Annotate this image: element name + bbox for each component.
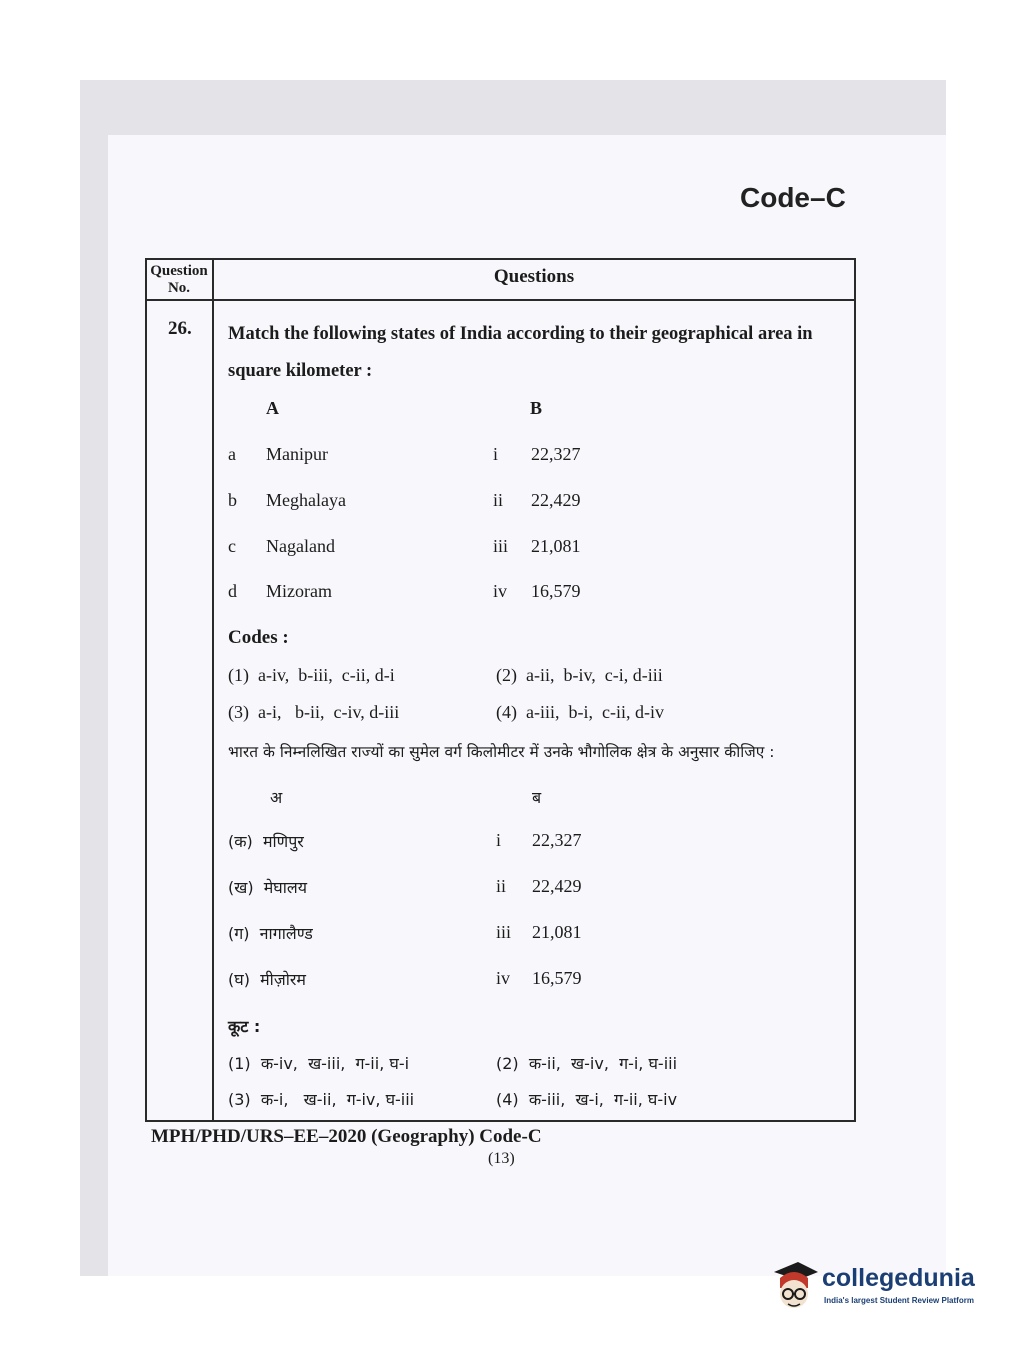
state-name: Mizoram (266, 581, 332, 601)
option-3-hindi: (3) क-i, ख-ii, ग-iv, घ-iii (228, 1090, 415, 1109)
state-name-hindi: (ग) नागालैण्ड (228, 924, 313, 943)
question-number: 26. (168, 318, 192, 339)
roman-numeral: ii (493, 490, 504, 510)
column-b-heading: B (530, 398, 543, 418)
roman-numeral: iv (496, 968, 511, 988)
option-4-hindi: (4) क-iii, ख-i, ग-ii, घ-iv (496, 1090, 678, 1109)
footer-paper-code: MPH/PHD/URS–EE–2020 (Geography) Code-C (151, 1126, 542, 1147)
option-2-hindi: (2) क-ii, ख-iv, ग-i, घ-iii (496, 1054, 678, 1073)
roman-numeral: i (493, 444, 499, 464)
area-value: 21,081 (532, 922, 582, 942)
state-name-hindi: (ख) मेघालय (228, 878, 308, 897)
item-key: c (228, 536, 236, 556)
area-value: 22,429 (531, 490, 581, 510)
logo-tagline: India's largest Student Review Platform (824, 1296, 974, 1305)
area-value: 21,081 (531, 536, 581, 556)
area-value: 22,327 (531, 444, 581, 464)
column-a-heading: A (266, 398, 279, 418)
option-1: (1) a-iv, b-iii, c-ii, d-i (228, 665, 395, 685)
mascot-icon (768, 1258, 820, 1314)
roman-numeral: ii (496, 876, 507, 896)
page-number: (13) (488, 1150, 515, 1167)
roman-numeral: iii (493, 536, 509, 556)
state-name: Meghalaya (266, 490, 346, 510)
code-label: Code–C (740, 182, 846, 213)
questions-header: Questions (493, 266, 575, 287)
option-1-hindi: (1) क-iv, ख-iii, ग-ii, घ-i (228, 1054, 410, 1073)
option-3: (3) a-i, b-ii, c-iv, d-iii (228, 702, 400, 722)
state-name-hindi: (घ) मीज़ोरम (228, 970, 306, 989)
item-key: b (228, 490, 237, 510)
area-value: 16,579 (531, 581, 581, 601)
state-name-hindi: (क) मणिपुर (228, 832, 304, 851)
column-divider (212, 258, 214, 1122)
roman-numeral: i (496, 830, 502, 850)
question-text-hindi: भारत के निम्नलिखित राज्यों का सुमेल वर्ग किलोमीटर में उनके भौगोलिक क्षेत्र के अनुसार कीजिए : (228, 743, 775, 761)
codes-label: Codes : (228, 627, 289, 648)
question-no-header: Question No. (150, 263, 208, 296)
roman-numeral: iii (496, 922, 512, 942)
item-key: d (228, 581, 237, 601)
state-name: Nagaland (266, 536, 335, 556)
roman-numeral: iv (493, 581, 508, 601)
column-b-heading-hindi: ब (532, 788, 542, 807)
logo-wordmark: collegedunia (822, 1264, 975, 1292)
codes-label-hindi: कूट : (228, 1017, 261, 1036)
area-value: 22,429 (532, 876, 582, 896)
column-a-heading-hindi: अ (270, 788, 283, 807)
state-name: Manipur (266, 444, 328, 464)
option-2: (2) a-ii, b-iv, c-i, d-iii (496, 665, 663, 685)
collegedunia-logo (768, 1258, 988, 1318)
item-key: a (228, 444, 236, 464)
option-4: (4) a-iii, b-i, c-ii, d-iv (496, 702, 664, 722)
header-divider (145, 299, 856, 301)
area-value: 16,579 (532, 968, 582, 988)
area-value: 22,327 (532, 830, 582, 850)
question-text-english: Match the following states of India according to their geographical area in square kilometer : (228, 324, 813, 381)
